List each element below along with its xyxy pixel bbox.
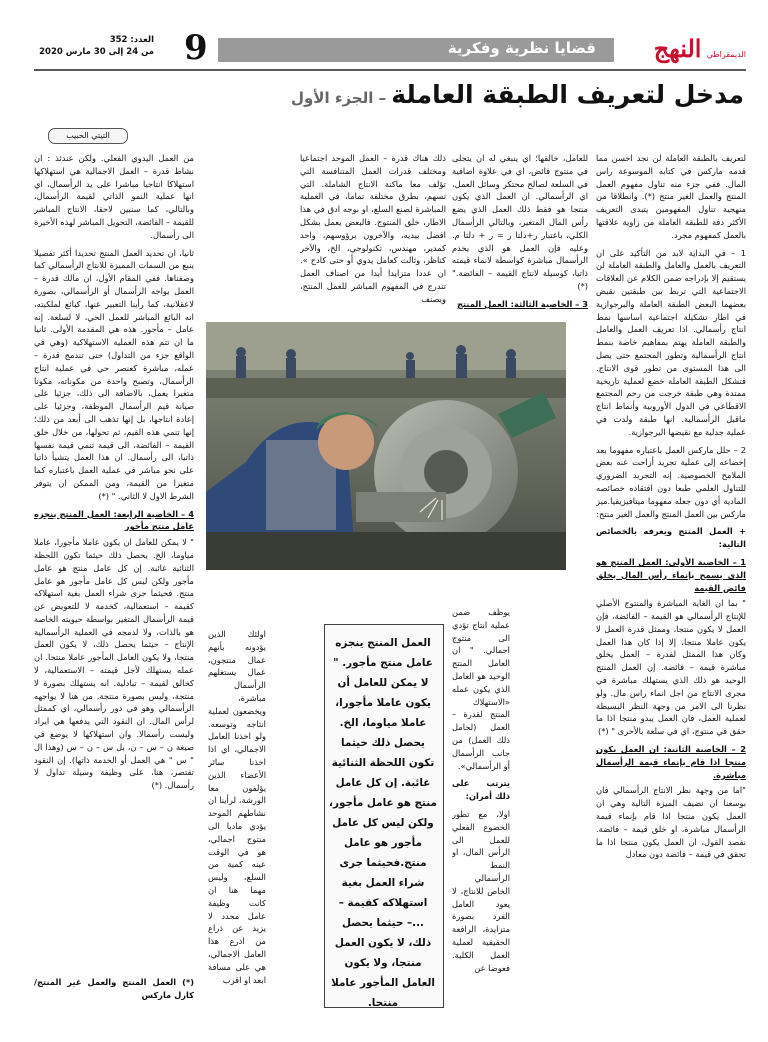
footnote-text: (*) العمل المنتج والعمل غير المنتج/ كارل ماركس: [34, 977, 194, 1000]
paragraph: + العمل المنتج ويعرفه بالخصائص التالية:: [596, 526, 746, 550]
column-1: [596, 152, 746, 1014]
pull-quote: العمل المنتج ينجزه عامل منتج مأجور. " لا يمكن للعامل أن يكون عاملا مأجورا، عاملا مياوما، الخ. يحصل ذلك حيثما تكون اللحظة الثنائية غائبة. إن كل عامل منتج هو عامل مأجور، ولكن ليس كل عامل مأجور هو عامل منتج.فحيثما جرى شراء العمل بغية استهلاكه كقيمة – ...– حيثما يحصل ذلك، لا يكون العمل منتجا، ولا يكون العامل المأجور عاملا منتجا.: [329, 637, 437, 1009]
article-part: – الجزء الأول: [290, 89, 387, 107]
issue-info: [34, 34, 154, 58]
column-2-top: [452, 152, 588, 320]
paragraph: اولئك الذين يؤدونه بأنهم عمال منتجون، عمال يستغلهم الرأسمال مباشرة، ويخضعون لعملية انتاجه وتوسعه. ولو اخذنا العامل الاجمالي، اي اذا اخذنا سائر الأعضاء الذين يؤلفون معا الورشة، لرأينا ان نشاطهم الموحد يؤدي ماديا الى منتوج اجمالي، هو في الوقت عينه كمية من السلع، وليس مهما هنا ان كانت وظيفة عامل محدد لا يزيد عن ذراع من اذرع هذا العامل الاجمالي، هي على مسافة ابعد او اقرب: [208, 629, 266, 985]
issue-dates: من 24 إلى 30 مارس 2020: [39, 47, 154, 57]
page-header: [34, 28, 746, 68]
paragraph: ثانيا، ان تحديد العمل المنتج تحديدا أكثر تفصيلا ينبع من السمات المميزة للانتاج الرأسمالي كما وصفناها. ففي المقام الأول، ان مالك قدرة – العمل يواجه الرأسمال أو الرأسمالي، بصورة لاعقلانية، كما رأينا التعبير عنها، كبائع لملكيته، انه البائع المباشر للعمل الحي، لا لسلعة. إنه عامل – مأجور. هذه هي المقدمة الأولى. ثانيا ما ان تتم هذه العملية الاستهلاكية (وهي في الواقع جزء من التداول) حتى تندمج قدرة – عمله، مباشرة كعنصر حي في عملية انتاج الرأسمال، وتصبح واحدة من مكوناته، مكونا متغيرا يعمل، بالاضافة الى ذلك، جزئيا على صيانة قيم الرأسمال الموظفة، وجزئيا على إعادة انتاجها، بل إنها تذهب الى أبعد من ذلك؛ إنها تنمي هذه القيم، ثم تحولها، من خلال خلق القيمة – الفائضة، الى قيمة تنمي قيمة نفسها ذاتيا، الى رأسمال. ان هذا العمل يتشيأ ذاتيا على نحو مباشر في عملية العمل باعتباره كما متغيرا من القيمة، ومن الممكن ان يتوفر الشرط الاول لا الثاني. " (*): [34, 247, 194, 501]
paragraph: " بما ان الغاية المباشرة والمنتوج الأصلي للإنتاج الرأسمالي هو القيمة – الفائضة، فإن العمل لا يكون منتجا، وممثل قدرة العمل لا يكون عاملا منتجا، إلا إذا كان هذا العمل وكان هذا الممثل لقدرة – العمل يخلق مباشرة قيمة – فائضة. إن العمل المنتج الوحيد هو ذلك الذي يستهلك مباشرة في مجرى الانتاج من اجل انماء راس مال. ولو نظرنا الى الامر من وجهة النظر البسيطة لعملية العمل، فان العمل يبدو منتجا اذا ما حقق في منتوج، اي في سلعة بالأحرى " (*): [596, 598, 746, 737]
paragraph: يترتب على ذلك أمران:: [452, 778, 510, 802]
issue-number: العدد: 352: [109, 35, 154, 45]
factory-worker-photo: [206, 322, 566, 570]
column-6-lower: [208, 628, 266, 1010]
subheading: 2 – الخاصية الثانية: ان العمل يكون منتجا اذا قام بإنماء قيمة الرأسمال مباشرة.: [596, 744, 746, 780]
paragraph: من العمل اليدوي الفعلي. ولكن عندئذ : ان نشاط قدرة – العمل الاجمالية هي استهلاكها استهلاكا انتاجيا مباشرا على يد الرأسمال، اي انها عملية النمو الذاتي لقيمة الرأسمال، وبالتالي، كما سنبين لاحقا، الانتاج المباشر للقيمة – الفائضة، التحويل المباشر لهذه الأخيرة الى رأسمال.: [34, 153, 194, 240]
section-banner: [218, 38, 614, 62]
column-3-top: [300, 152, 446, 320]
pull-quote-box: [324, 624, 444, 1008]
author-badge: التيتي الحبيب: [48, 128, 128, 144]
column-4: [34, 152, 194, 972]
footnote: [34, 976, 194, 1010]
paragraph: 1 – في البداية لابد من التأكيد على ان التعريف بالعمل والعامل والطبقة العاملة لن يستقيم إلا بإدراجه ضمن الكلام عن العلاقات الاجتماعية التي تربط بين طبقتين نقيض بعضهما البعض الطبقة العاملة والبرجوازية في اطار تشكيلة اجتماعية اساسها نمط انتاج رأسمالي. اذا تعريف العمل والعامل والطبقة العاملة يهتم بمفاهيم خاصة بنمط انتاج الرأسمالية وتطور المجتمع حتى يصل الى هذا المستوى من تطور قوى الانتاج. فتشكل الطبقة العاملة خضع لعملية تاريخية ممتدة وهي طبقة خرجت من رحم المجتمع الاقطاعي في الدول الأوروبية وأنماط انتاج ماقبل الرأسمالية. انها طبقة ولدت في عملية جدلية مع نقيضها البرجوازية.: [596, 247, 746, 437]
section-title: قضايا نظرية وفكرية: [447, 39, 596, 57]
paragraph: " لا يمكن للعامل ان يكون عاملا مأجورا، عاملا مياوما، الخ. يحصل ذلك حيثما تكون اللحظة الثنائية غائبة. إن كل عامل منتج هو عامل مأجور ولكن ليس كل عامل مأجور هو عامل منتج. فحيثما جرى شراء العمل بغية استهلاكه كقيمة – استعمالية، كخدمة لا للتعويض عن قيمة الرأسمال المتغير بواسطة حيويته الخاصة هو بالذات، ولا لدمجه في العملية الرأسمالية الإنتاج – حيثما يحصل ذلك، لا يكون العمل منتجا، ولا يكون العامل المأجور عاملا منتجا. ان عمله يستهلك لأجل قيمته – الاستعمالية، لا كخالق لقيمة – تبادلية. انه يستهلك بصورة لا منتجة، وليس بصورة منتجة. من هنا لا يواجهه الرأسمالي وهو في دور رأسمالي، اي كممثل لرأس المال. ان النقود التي يدفعها هي ايراد وليست رأسمالا. وان استهلاكها لا يوضع في صيغة ن – س – ن، بل س – ن – س (وهذا ال " س " هي العمل أو الخدمة ذاتها). إن النقود تقتصر، هنا، على وظيفة وسيلة تداول لا رأسمال. (*): [34, 537, 194, 791]
paragraph: ذلك هناك قدرة – العمل الموحد اجتماعيا ومختلف قدرات العمل المتنافسة التي تؤلف معا ماكنة الانتاج الشاملة. التي تسهم، بطرق مختلفة تماما، في العملية المباشرة لصنع السلع، او بوجه ادق في هذا الاطار، خلق المنتوج. فالبعض يعمل بشكل افضل بيديه، والآخرون برؤوسهم، واحد كمدير، مهندس، تكنولوجي، الخ، والآخر كناظر، وثالث كعامل يدوي أو حتى كادح ». ان عددا متزايدا أبدا من اصناف العمل تندرج في المفهوم المباشر للعمل المنتج، ويصنف: [300, 153, 446, 304]
paragraph: 2 – حلل ماركس العمل باعتباره مفهوما بعد إخضاعه إلى عملية تجريد أزاحت عنه بعض الملامح الخصوصية. إنه التجريد الضروري للتناول العلمي طبعا دون افتقاده خصائصه المادية أي دون جعله مفهوما ميتافيزيقيا.ميز ماركس بين العمل المنتج والعمل الغير منتج:: [596, 444, 746, 519]
header-rule: [34, 68, 746, 72]
paragraph: للعامل، خالقها؛ اي ينبغي له ان يتجلى في منتوج فائض، اي في علاوة اضافية في السلعة لصالح محتكر وسائل العمل، اي الرأسمالي. ان العمل الذي يكون منتجا هو فقط ذلك العمل الذي يضع رأس المال المتغير، وبالتالي الرأسمال الكلي، باعتبار ر+دلتا ر = ر + دلتا م. وعليه فإن العمل هو الذي يخدم الرأسمال مباشرة كواسطة لانماء قيمته ذاتيا، كوسيلة لانتاج القيمة – الفائضة." (*): [452, 153, 588, 291]
subheading: 4 – الخاصية الرابعة: العمل المنتج ينجزه عامل منتج مأجور: [34, 508, 194, 532]
logo-small-text: الديمقراطي: [706, 50, 746, 59]
logo-main-text: النهج: [653, 34, 702, 63]
article-title: مدخل لتعريف الطبقة العاملة: [391, 80, 744, 109]
paragraph: "اما من وجهة نظر الانتاج الرأسمالي فان بوسعنا ان نضيف الميزة التالية وهي ان العمل يكون منتجا اذا قام بإنماء قيمة الرأسمال مباشرة، او خلق قيمة – فائضة. نقصد القول، ان العمل يكون منتجا اذا ما تحقق في قيمة – فائضة دون معادل: [596, 785, 746, 860]
column-5-lower: [452, 606, 510, 1010]
paragraph: يوظف ضمن عملية انتاج تؤدي الى منتوج اجمالي. " ان العامل المنتج الوحيد هو العامل الذي يكون عمله «الاستهلاك المنتج لقدرة – العمل (لحامل ذلك العمل) من جانب الرأسمال أو الرأسمالي».: [452, 607, 510, 771]
paragraph: لتعريف بالطبقة العاملة لن نجد احسن مما قدمه ماركس في كتابه الموسوعة راس المال. ففي جزء منه تناول مفهوم العمل المنتج والعمل الغير منتج (*). وانطلاقا من منهجية تناول المفهومين يتبدى التعريف الأكثر دقة للطبقة العاملة من زاوية علاقتها بالعمل كمفهوم مجرد.: [596, 153, 746, 240]
subheading: 3 – الخاصية الثالثة: العمل المنتج: [456, 298, 588, 309]
paragraph: اولا، مع تطور الخضوع الفعلي للعمل الى الرأس المال، او النمط الرأسمالي الخاص للانتاج، لا يعود العامل الفرد بصورة متزايدة، الرافعة الحقيقية لعملية العمل الكلية. فعوضا عن: [452, 808, 510, 973]
article-headline: [64, 80, 744, 109]
page-number: 9: [184, 28, 208, 68]
newspaper-logo: [636, 34, 746, 68]
photo-illustration: [206, 322, 566, 570]
subheading: 1 – الخاصية الأولى: العمل المنتج هو الذي يسمح بإنماء رأس المال بخلق فائض القيمة: [596, 556, 746, 593]
